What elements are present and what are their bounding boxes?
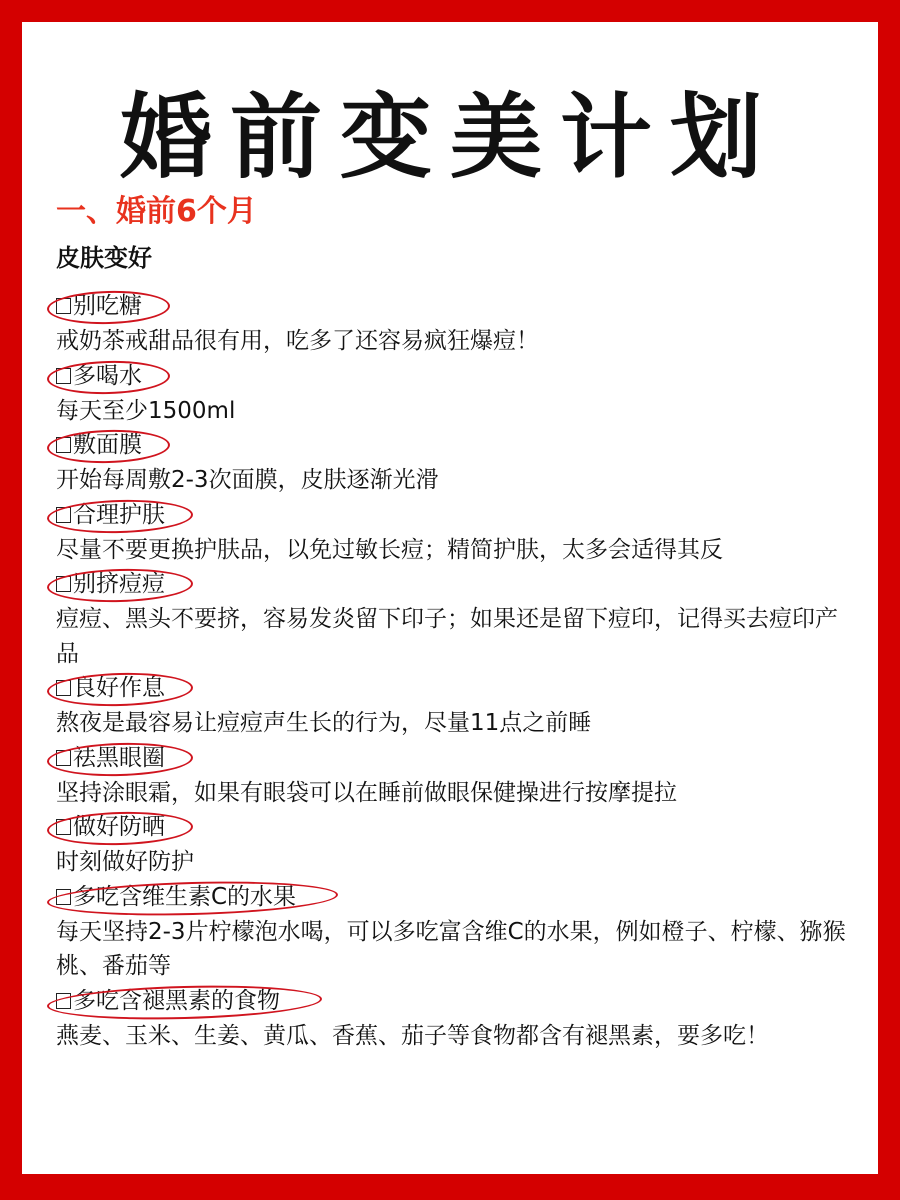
list-item: [56, 810, 846, 880]
item-title: 别挤痘痘: [73, 571, 165, 597]
item-title: 做好防晒: [73, 814, 165, 840]
list-item: [56, 671, 846, 741]
section-heading: 一、婚前6个月: [56, 194, 257, 229]
item-title-wrap: [56, 741, 165, 776]
item-title: 良好作息: [73, 675, 165, 701]
item-title-wrap: [56, 359, 142, 394]
item-description: 戒奶茶戒甜品很有用，吃多了还容易疯狂爆痘！: [56, 328, 539, 354]
list-item: [56, 567, 846, 671]
sub-heading: 皮肤变好: [56, 244, 152, 272]
item-title-wrap: [56, 880, 296, 915]
list-item: [56, 289, 846, 359]
page-title: 婚前变美计划: [119, 83, 780, 191]
item-title-wrap: [56, 428, 142, 463]
item-description: 开始每周敷2-3次面膜，皮肤逐渐光滑: [56, 467, 439, 493]
checkbox-icon[interactable]: [56, 368, 71, 384]
item-description: 每天至少1500ml: [56, 397, 236, 424]
checkbox-icon[interactable]: [56, 750, 71, 766]
item-title: 多吃含褪黑素的食物: [73, 987, 280, 1014]
checkbox-icon[interactable]: [56, 819, 71, 835]
item-description: 坚持涂眼霜，如果有眼袋可以在睡前做眼保健操进行按摩提拉: [56, 779, 677, 806]
list-item: [56, 880, 846, 984]
checkbox-icon[interactable]: [56, 889, 71, 905]
item-description: 燕麦、玉米、生姜、黄瓜、香蕉、茄子等食物都含有褪黑素，要多吃！: [56, 1022, 769, 1049]
item-title: 合理护肤: [73, 501, 165, 528]
item-title-wrap: [56, 671, 165, 706]
list-item: [56, 498, 846, 568]
checkbox-icon[interactable]: [56, 993, 71, 1009]
list-item: [56, 428, 846, 498]
item-title: 多喝水: [73, 362, 142, 389]
checkbox-icon[interactable]: [56, 576, 71, 592]
poster-card: [22, 22, 878, 1174]
item-description: 每天坚持2-3片柠檬泡水喝，可以多吃富含维C的水果，例如橙子、柠檬、猕猴桃、番茄等: [56, 918, 846, 979]
item-description: 熬夜是最容易让痘痘声生长的行为，尽量11点之前睡: [56, 710, 592, 736]
list-item: [56, 359, 846, 429]
item-title-wrap: [56, 810, 165, 845]
item-title-wrap: [56, 567, 165, 602]
item-title: 敷面膜: [73, 432, 142, 458]
checkbox-icon[interactable]: [56, 507, 71, 523]
item-title-wrap: [56, 498, 165, 533]
item-title: 别吃糖: [73, 293, 142, 319]
checklist: [56, 289, 846, 1053]
item-description: 痘痘、黑头不要挤，容易发炎留下印子；如果还是留下痘印，记得买去痘印产品: [56, 606, 838, 667]
item-description: 时刻做好防护: [56, 849, 194, 875]
checkbox-icon[interactable]: [56, 298, 71, 314]
checkbox-icon[interactable]: [56, 680, 71, 696]
item-title: 祛黑眼圈: [73, 744, 165, 771]
item-title: 多吃含维生素C的水果: [73, 883, 297, 910]
checkbox-icon[interactable]: [56, 437, 71, 453]
list-item: [56, 741, 846, 811]
item-description: 尽量不要更换护肤品，以免过敏长痘；精简护肤，太多会适得其反: [56, 536, 723, 563]
list-item: [56, 984, 846, 1054]
item-title-wrap: [56, 984, 280, 1019]
item-title-wrap: [56, 289, 142, 324]
